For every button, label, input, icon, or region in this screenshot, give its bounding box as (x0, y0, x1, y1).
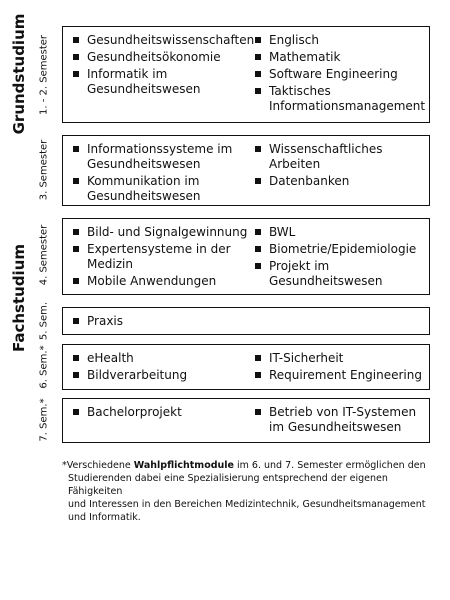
course-item (73, 67, 255, 97)
course-name: Informatik im Gesundheitswesen (87, 67, 201, 96)
course-name: Bachelorprojekt (87, 405, 182, 419)
bullet-square-icon (73, 246, 79, 252)
course-item (73, 142, 255, 172)
course-list-right (255, 33, 425, 116)
course-item (255, 368, 425, 383)
course-name: Wissenschaftliches Arbeiten (269, 142, 383, 171)
bullet-square-icon (73, 229, 79, 235)
course-list-right (255, 405, 425, 437)
course-item (73, 242, 255, 272)
course-list-left (73, 351, 255, 385)
course-item (255, 259, 425, 289)
course-name: Informationssysteme im Gesundheitswesen (87, 142, 233, 171)
bullet-square-icon (73, 54, 79, 60)
bullet-square-icon (255, 54, 261, 60)
bullet-square-icon (255, 263, 261, 269)
course-name: Gesundheitswissenschaften (87, 33, 255, 47)
semester-label-1-2: 1. - 2. Semester (38, 34, 50, 116)
bullet-square-icon (255, 355, 261, 361)
footnote-line-3: und Interessen in den Bereichen Medizintechnik, Gesundheitsmanagement (68, 499, 426, 510)
phase-label-grundstudium: Grundstudium (10, 13, 28, 135)
course-name: Betrieb von IT-Systemen im Gesundheitswesen (269, 405, 417, 434)
bullet-square-icon (73, 318, 79, 324)
course-item (73, 368, 255, 383)
footnote (62, 459, 430, 524)
course-item (255, 142, 425, 172)
course-item (73, 33, 255, 48)
course-item (73, 225, 255, 240)
phase-label-fachstudium: Fachstudium (10, 243, 28, 353)
course-item (255, 33, 425, 48)
course-name: Kommunikation im Gesundheitswesen (87, 174, 201, 203)
footnote-emphasis: Wahlpflichtmodule (133, 460, 234, 471)
bullet-square-icon (73, 355, 79, 361)
semester-box-6 (62, 344, 430, 390)
footnote-line-4: und Informatik. (68, 512, 141, 523)
course-list-left (73, 405, 255, 422)
course-list-right (255, 351, 425, 385)
footnote-line-1: *Verschiedene Wahlpflichtmodule im 6. und 7. Semester ermöglichen den (62, 460, 426, 471)
course-item (73, 405, 255, 420)
course-name: Expertensysteme in der Medizin (87, 242, 231, 271)
course-name: Gesundheitsökonomie (87, 50, 221, 64)
bullet-square-icon (255, 229, 261, 235)
semester-label-7: 7. Sem.* (38, 398, 50, 442)
course-name: Bildverarbeitung (87, 368, 188, 382)
bullet-square-icon (255, 372, 261, 378)
course-item (73, 274, 255, 289)
semester-label-5: 5. Sem. (38, 301, 50, 341)
course-name: Requirement Engineering (269, 368, 422, 382)
course-item (255, 67, 425, 82)
bullet-square-icon (255, 146, 261, 152)
bullet-square-icon (255, 246, 261, 252)
course-list-left (73, 33, 255, 99)
course-item (255, 405, 425, 435)
semester-box-5 (62, 307, 430, 335)
course-list-right (255, 142, 425, 191)
bullet-square-icon (255, 88, 261, 94)
course-name: BWL (269, 225, 296, 239)
semester-box-7 (62, 398, 430, 443)
semester-box-4 (62, 218, 430, 295)
bullet-square-icon (255, 409, 261, 415)
bullet-square-icon (73, 372, 79, 378)
bullet-square-icon (73, 178, 79, 184)
course-item (73, 174, 255, 204)
course-name: Mobile Anwendungen (87, 274, 217, 288)
course-name: eHealth (87, 351, 134, 365)
bullet-square-icon (73, 146, 79, 152)
semester-box-1-2 (62, 26, 430, 123)
course-list-left (73, 142, 255, 206)
bullet-square-icon (255, 37, 261, 43)
semester-label-4: 4. Semester (38, 224, 50, 286)
semester-label-6: 6. Sem.* (38, 345, 50, 389)
course-name: Datenbanken (269, 174, 350, 188)
semester-label-3: 3. Semester (38, 139, 50, 201)
course-item (255, 50, 425, 65)
course-item (73, 314, 255, 329)
course-name: Projekt im Gesundheitswesen (269, 259, 383, 288)
semester-box-3 (62, 135, 430, 206)
course-name: Mathematik (269, 50, 341, 64)
course-name: Biometrie/Epidemiologie (269, 242, 417, 256)
course-name: IT-Sicherheit (269, 351, 344, 365)
course-item (255, 351, 425, 366)
course-name: Taktisches Informationsmanagement (269, 84, 426, 113)
course-list-left (73, 225, 255, 291)
course-item (255, 84, 425, 114)
course-list-left (73, 314, 255, 331)
bullet-square-icon (73, 278, 79, 284)
bullet-square-icon (73, 37, 79, 43)
footnote-line-2: Studierenden dabei eine Spezialisierung entsprechend der eigenen Fähigkeiten (68, 473, 388, 497)
course-item (255, 174, 425, 189)
course-list-right (255, 225, 425, 291)
bullet-square-icon (73, 71, 79, 77)
course-name: Englisch (269, 33, 319, 47)
course-name: Praxis (87, 314, 123, 328)
bullet-square-icon (73, 409, 79, 415)
course-item (255, 225, 425, 240)
bullet-square-icon (255, 71, 261, 77)
course-item (73, 50, 255, 65)
course-name: Software Engineering (269, 67, 398, 81)
bullet-square-icon (255, 178, 261, 184)
course-item (255, 242, 425, 257)
course-item (73, 351, 255, 366)
course-name: Bild- und Signalgewinnung (87, 225, 248, 239)
